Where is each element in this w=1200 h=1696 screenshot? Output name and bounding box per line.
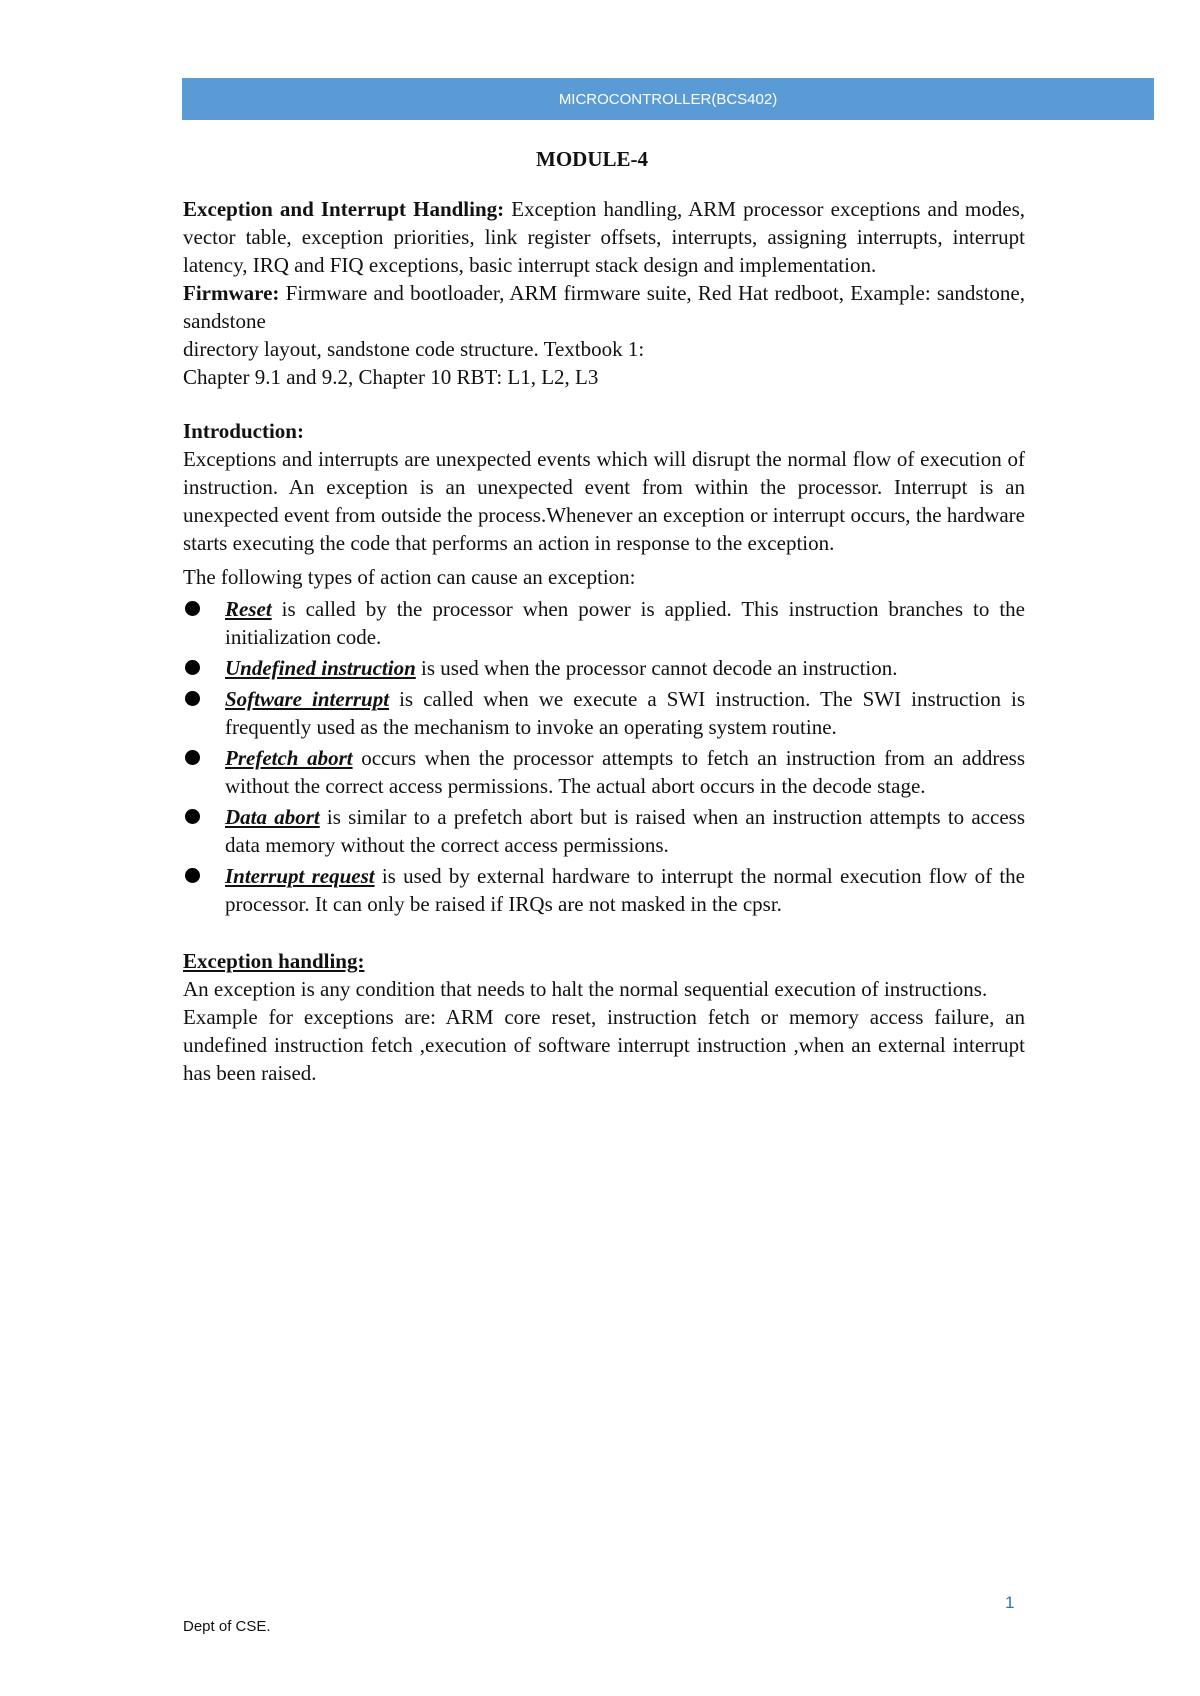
bullet-icon	[185, 660, 200, 675]
syllabus-firmware	[183, 279, 1025, 335]
exception-action-list	[183, 595, 1025, 918]
desc-prefetch-abort: occurs when the processor attempts to fetch an instruction from an address without the correct access permissions. The actual abort occurs in the decode stage.	[225, 746, 1025, 798]
bullet-icon	[185, 601, 200, 616]
syllabus-exception	[183, 195, 1025, 279]
term-undefined-instruction: Undefined instruction	[225, 656, 416, 680]
header-title: MICROCONTROLLER(BCS402)	[558, 90, 778, 108]
term-data-abort: Data abort	[225, 805, 320, 829]
list-item-undefined-instruction	[183, 654, 1025, 682]
list-item-interrupt-request	[183, 862, 1025, 918]
desc-reset: is called by the processor when power is applied. This instruction branches to the initialization code.	[225, 597, 1025, 649]
bullet-icon	[185, 868, 200, 883]
exception-handling-para-2: Example for exceptions are: ARM core reset, instruction fetch or memory access failure, an undefined instruction fetch ,execution of software interrupt instruction ,when an external interrupt has been raised.	[183, 1005, 1025, 1085]
list-item-reset	[183, 595, 1025, 651]
syllabus-firmware-label: Firmware:	[183, 281, 280, 305]
syllabus-exception-text: Exception handling, ARM processor exceptions and modes, vector table, exception priorities, link register offsets, interrupts, assigning interrupts, interrupt latency, IRQ and FIQ exceptions, basic interrupt stack design and implementation.	[183, 197, 1025, 277]
syllabus-line-3: directory layout, sandstone code structure. Textbook 1:	[183, 337, 645, 361]
list-item-prefetch-abort	[183, 744, 1025, 800]
introduction-heading: Introduction:	[183, 419, 304, 443]
bullet-icon	[185, 750, 200, 765]
syllabus-firmware-text: Firmware and bootloader, ARM firmware suite, Red Hat redboot, Example: sandstone, sandstone	[183, 281, 1025, 333]
term-interrupt-request: Interrupt request	[225, 864, 375, 888]
list-item-software-interrupt	[183, 685, 1025, 741]
bullet-icon	[185, 809, 200, 824]
desc-software-interrupt: is called when we execute a SWI instruction. The SWI instruction is frequently used as the mechanism to invoke an operating system routine.	[225, 687, 1025, 739]
page-number: 1	[1005, 1593, 1015, 1612]
syllabus-exception-label: Exception and Interrupt Handling:	[183, 197, 505, 221]
desc-data-abort: is similar to a prefetch abort but is raised when an instruction attempts to access data memory without the correct access permissions.	[225, 805, 1025, 857]
term-software-interrupt: Software interrupt	[225, 687, 390, 711]
introduction-lead: The following types of action can cause an exception:	[183, 565, 636, 589]
introduction-text: Exceptions and interrupts are unexpected events which will disrupt the normal flow of execution of instruction. An exception is an unexpected event from within the processor. Interrupt is an unexpected event from outside the process.Whenever an exception or interrupt occurs, the hardware starts executing the code that performs an action in response to the exception.	[183, 447, 1025, 555]
bullet-icon	[185, 691, 200, 706]
module-title: MODULE-4	[536, 147, 648, 171]
exception-handling-heading: Exception handling:	[183, 949, 365, 973]
page-content	[183, 145, 1025, 1087]
list-item-data-abort	[183, 803, 1025, 859]
term-prefetch-abort: Prefetch abort	[225, 746, 353, 770]
exception-handling-para-1: An exception is any condition that needs to halt the normal sequential execution of instructions.	[183, 977, 988, 1001]
running-header	[182, 78, 1154, 120]
term-reset: Reset	[225, 597, 272, 621]
footer-dept: Dept of CSE.	[183, 1618, 271, 1635]
desc-interrupt-request: is used by external hardware to interrupt the normal execution flow of the processor. It can only be raised if IRQs are not masked in the cpsr.	[225, 864, 1025, 916]
syllabus-line-4: Chapter 9.1 and 9.2, Chapter 10 RBT: L1, L2, L3	[183, 365, 599, 389]
desc-undefined-instruction: is used when the processor cannot decode an instruction.	[415, 656, 898, 680]
